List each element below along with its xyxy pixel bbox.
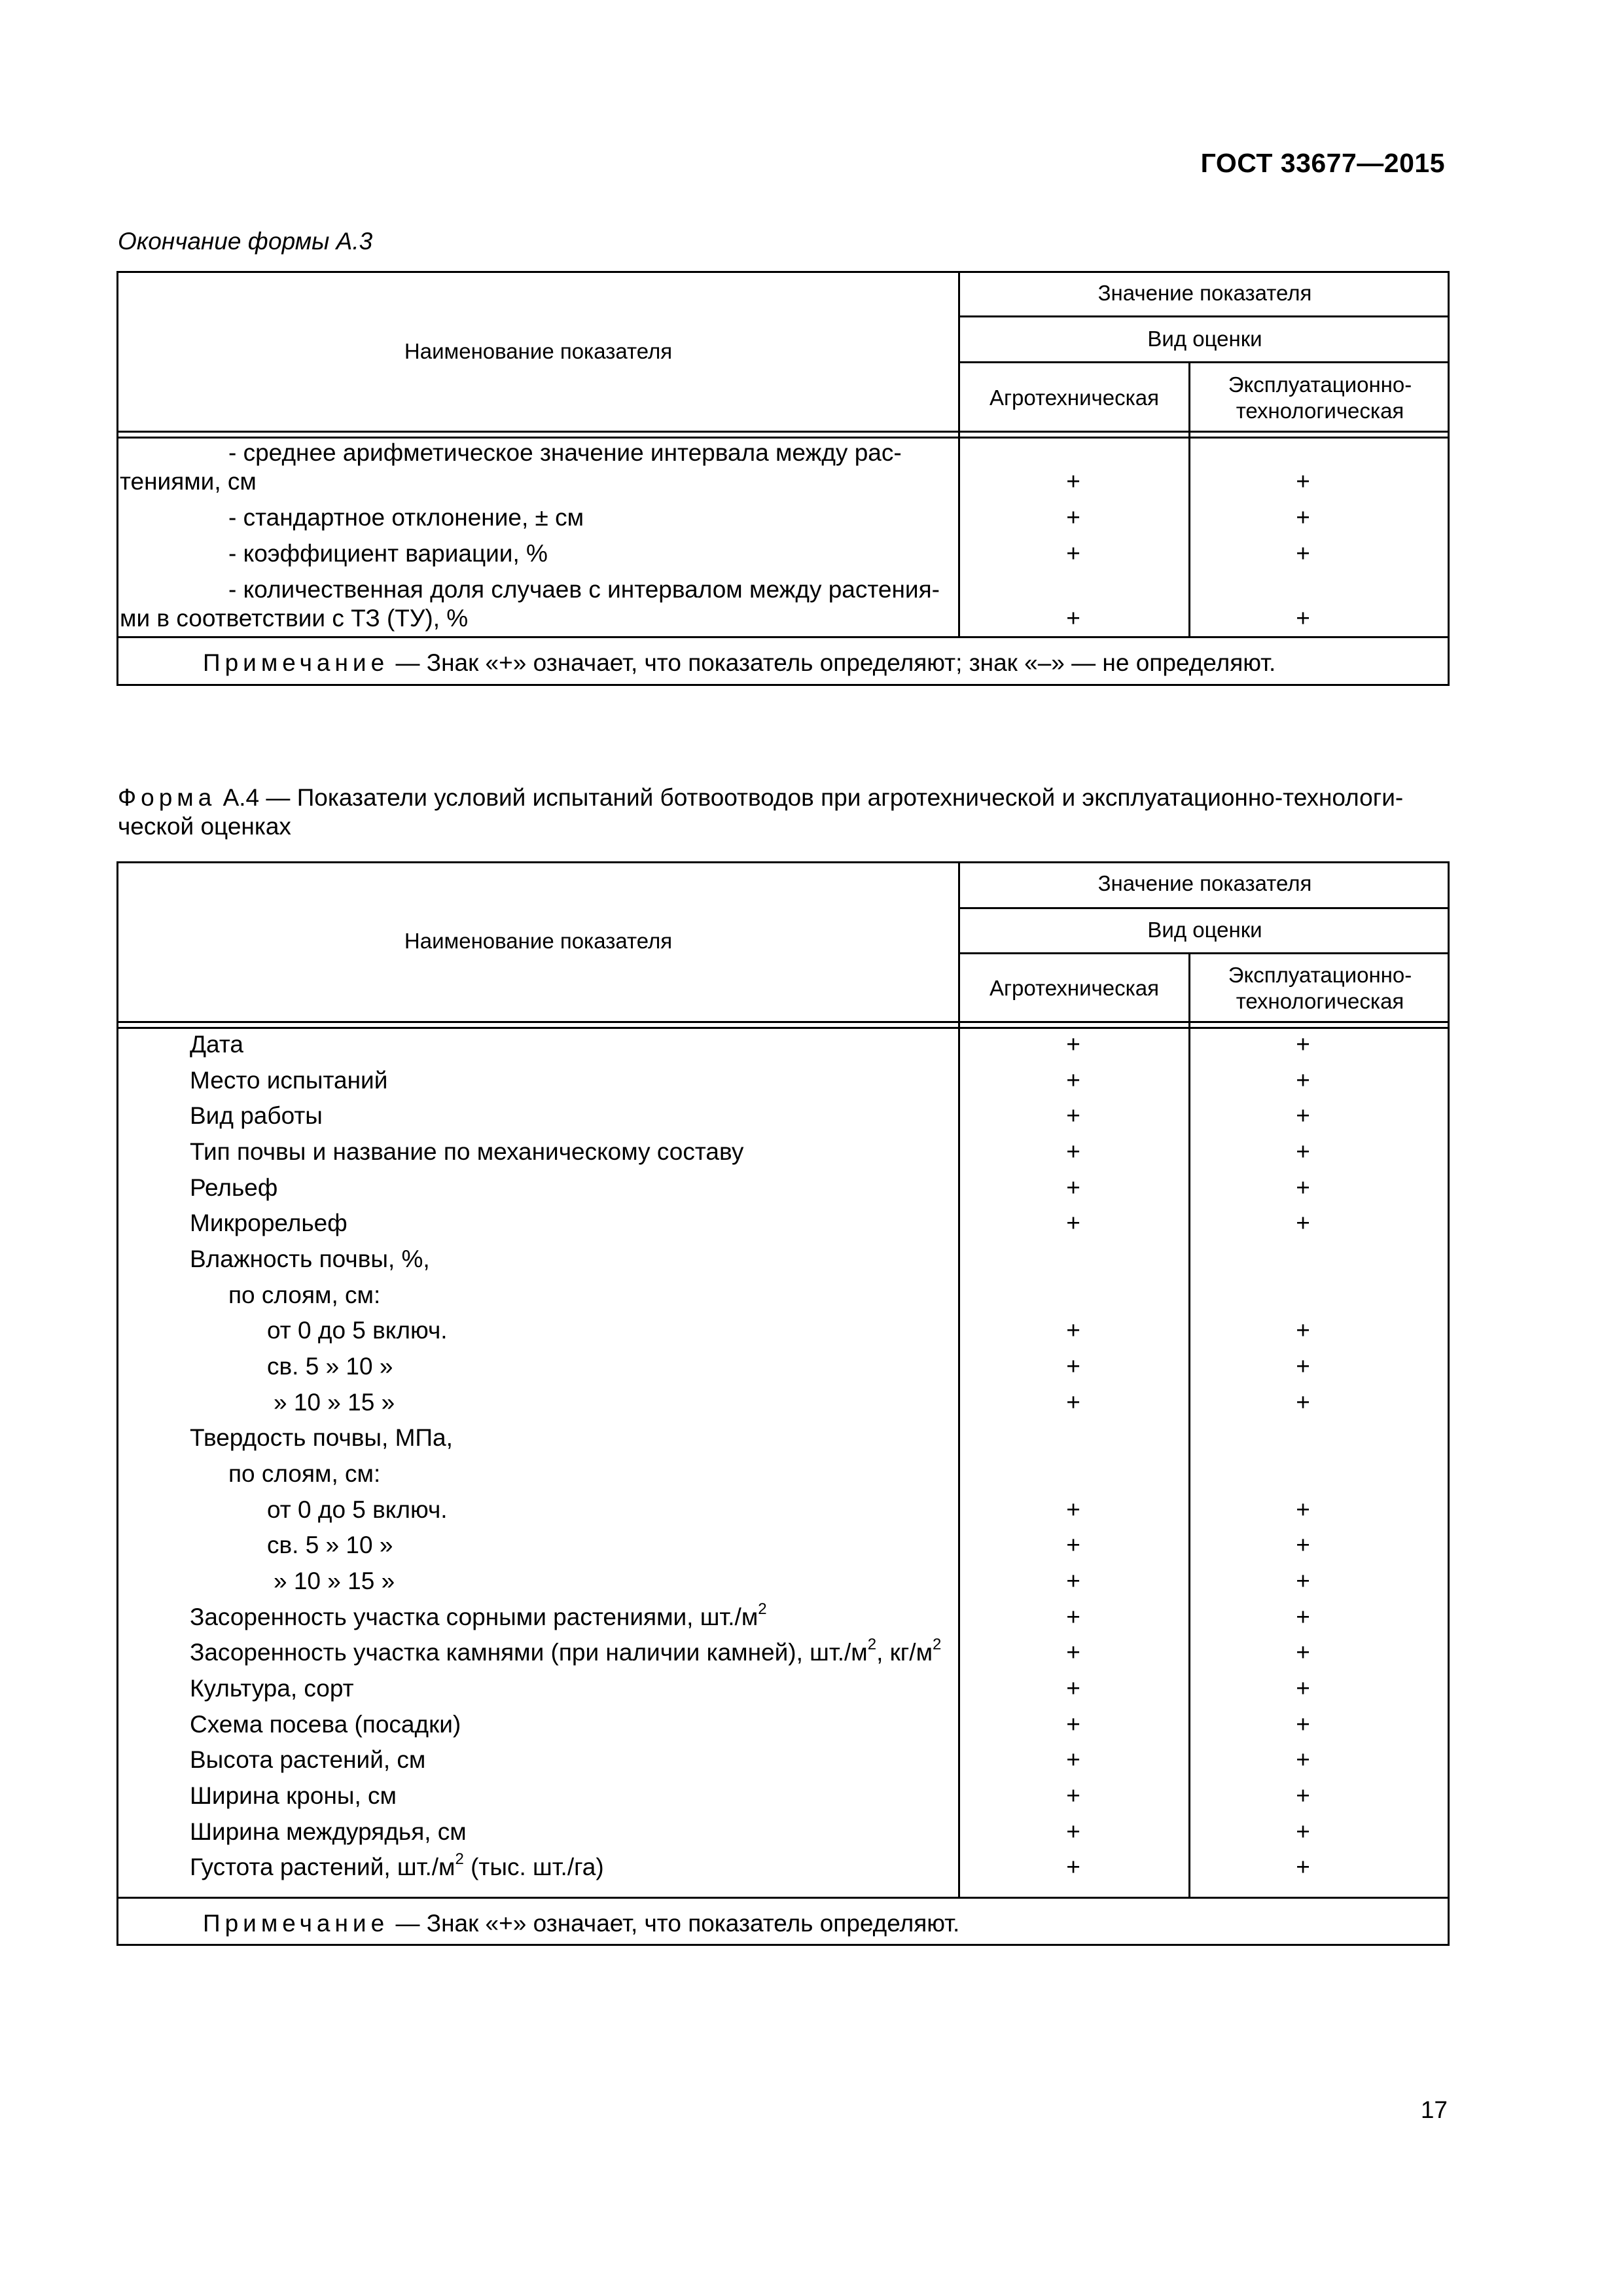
table2-row-7: Влажность почвы, %, — [190, 1246, 430, 1272]
table2-header-agro: Агротехническая — [990, 976, 1159, 1000]
table2-row-14-agro: + — [1066, 1496, 1080, 1523]
table2-row-11-expl: + — [1296, 1389, 1310, 1416]
table1-row-4-agro: + — [1066, 605, 1080, 632]
table2-row-23-agro: + — [1066, 1818, 1080, 1845]
table2-row-9-agro: + — [1066, 1317, 1080, 1344]
table2-header-name: Наименование показателя — [404, 929, 673, 953]
table1-header-name: Наименование показателя — [404, 339, 673, 363]
table2-row-16: » 10 » 15 » — [274, 1568, 395, 1594]
table2-row-5: Рельеф — [190, 1174, 278, 1201]
table1-row-4-expl: + — [1296, 605, 1310, 632]
table2-row-4: Тип почвы и название по механическому составу — [190, 1138, 744, 1165]
table1-row-3-expl: + — [1296, 540, 1310, 567]
table1-row-3-agro: + — [1066, 540, 1080, 567]
table2-row-15-expl: + — [1296, 1532, 1310, 1558]
table1-header-expl: Эксплуатационно- технологическая — [1228, 372, 1412, 423]
table2-row-24-agro: + — [1066, 1854, 1080, 1880]
page-number: 17 — [1420, 2096, 1448, 2123]
table1-title: Окончание формы А.3 — [118, 228, 373, 255]
table2-row-2: Место испытаний — [190, 1067, 388, 1094]
table1-row-4-line-1: - количественная доля случаев с интервалом между растения- — [228, 576, 940, 603]
table2-row-11-agro: + — [1066, 1389, 1080, 1416]
table2-row-23-expl: + — [1296, 1818, 1310, 1845]
table2-row-5-expl: + — [1296, 1174, 1310, 1201]
table2-row-6-agro: + — [1066, 1210, 1080, 1236]
table2-row-9-expl: + — [1296, 1317, 1310, 1344]
table1-row-2-agro: + — [1066, 504, 1080, 531]
table2-row-18-expl: + — [1296, 1639, 1310, 1666]
table2-row-16-expl: + — [1296, 1568, 1310, 1594]
table2-row-16-agro: + — [1066, 1568, 1080, 1594]
table2-row-24-expl: + — [1296, 1854, 1310, 1880]
table1-row-4-line-2: ми в соответствии с ТЗ (ТУ), % — [120, 605, 469, 632]
table2-row-3-agro: + — [1066, 1102, 1080, 1129]
table2-row-19-agro: + — [1066, 1675, 1080, 1702]
table2-row-5-agro: + — [1066, 1174, 1080, 1201]
table1-note: Примечание — Знак «+» означает, что показатель определяют; знак «–» — не определяют. — [203, 649, 1276, 676]
table1-header-kind: Вид оценки — [1147, 327, 1262, 351]
table2-row-15: св. 5 » 10 » — [267, 1532, 393, 1558]
table2-row-10-agro: + — [1066, 1353, 1080, 1380]
document-code: ГОСТ 33677—2015 — [1200, 148, 1445, 178]
table2-row-8: по слоям, см: — [228, 1282, 381, 1308]
table2-row-9: от 0 до 5 включ. — [267, 1317, 448, 1344]
table2-row-12: Твердость почвы, МПа, — [190, 1424, 453, 1451]
table2-row-21-expl: + — [1296, 1746, 1310, 1773]
table2-note: Примечание — Знак «+» означает, что показатель определяют. — [203, 1910, 960, 1937]
table1-row-1-agro: + — [1066, 468, 1080, 495]
table2-row-19: Культура, сорт — [190, 1675, 354, 1702]
table2-row-10: св. 5 » 10 » — [267, 1353, 393, 1380]
table2-row-4-agro: + — [1066, 1138, 1080, 1165]
table2-row-11: » 10 » 15 » — [274, 1389, 395, 1416]
table2-header-expl: Эксплуатационно- технологическая — [1228, 963, 1412, 1013]
table1-row-1-expl: + — [1296, 468, 1310, 495]
table2-row-20-agro: + — [1066, 1711, 1080, 1738]
table2-row-22-expl: + — [1296, 1782, 1310, 1809]
table2-header-kind: Вид оценки — [1147, 918, 1262, 942]
table1-row-1-line-2: тениями, см — [120, 468, 257, 495]
table2-row-4-expl: + — [1296, 1138, 1310, 1165]
form-a4-caption: Форма А.4 — Показатели условий испытаний ботвоотводов при агротехнической и эксплуатационно-технологи- ческой оценках — [118, 784, 1404, 840]
table2-row-22-agro: + — [1066, 1782, 1080, 1809]
table2-row-14: от 0 до 5 включ. — [267, 1496, 448, 1523]
table2-row-1: Дата — [190, 1031, 243, 1058]
table2-row-18: Засоренность участка камнями (при наличии камней), $шт./м^2$, $кг/м^2$ — [190, 1635, 942, 1666]
table1-row-1-line-1: - среднее арифметическое значение интервала между рас- — [228, 439, 902, 466]
table2-row-21: Высота растений, см — [190, 1746, 426, 1773]
table2-row-20-expl: + — [1296, 1711, 1310, 1738]
table2-row-17-expl: + — [1296, 1604, 1310, 1630]
table1-row-3: - коэффициент вариации, % — [228, 540, 548, 567]
table2-row-1-agro: + — [1066, 1031, 1080, 1058]
table2-row-10-expl: + — [1296, 1353, 1310, 1380]
table1-row-2: - стандартное отклонение, ± см — [228, 504, 584, 531]
table2-row-3: Вид работы — [190, 1102, 323, 1129]
table1-header-value: Значение показателя — [1097, 281, 1312, 305]
table2-row-21-agro: + — [1066, 1746, 1080, 1773]
table2-row-24: Густота растений, $шт./м^2$ (тыс. шт./га) — [190, 1850, 604, 1880]
table2-row-2-agro: + — [1066, 1067, 1080, 1094]
table2-row-14-expl: + — [1296, 1496, 1310, 1523]
table2-row-6: Микрорельеф — [190, 1210, 348, 1236]
table2-row-2-expl: + — [1296, 1067, 1310, 1094]
table2-row-22: Ширина кроны, см — [190, 1782, 397, 1809]
table1-header-agro: Агротехническая — [990, 386, 1159, 410]
table1-row-2-expl: + — [1296, 504, 1310, 531]
table2-row-3-expl: + — [1296, 1102, 1310, 1129]
table2-row-19-expl: + — [1296, 1675, 1310, 1702]
table2-row-1-expl: + — [1296, 1031, 1310, 1058]
table2-row-18-agro: + — [1066, 1639, 1080, 1666]
table2-row-23: Ширина междурядья, см — [190, 1818, 467, 1845]
table2-row-20: Схема посева (посадки) — [190, 1711, 461, 1738]
table2-row-17-agro: + — [1066, 1604, 1080, 1630]
table2-row-6-expl: + — [1296, 1210, 1310, 1236]
table2-header-value: Значение показателя — [1097, 871, 1312, 895]
table2-row-15-agro: + — [1066, 1532, 1080, 1558]
table2-row-13: по слоям, см: — [228, 1460, 381, 1487]
table2-row-17: Засоренность участка сорными растениями, $шт./м^2$ — [190, 1600, 767, 1630]
